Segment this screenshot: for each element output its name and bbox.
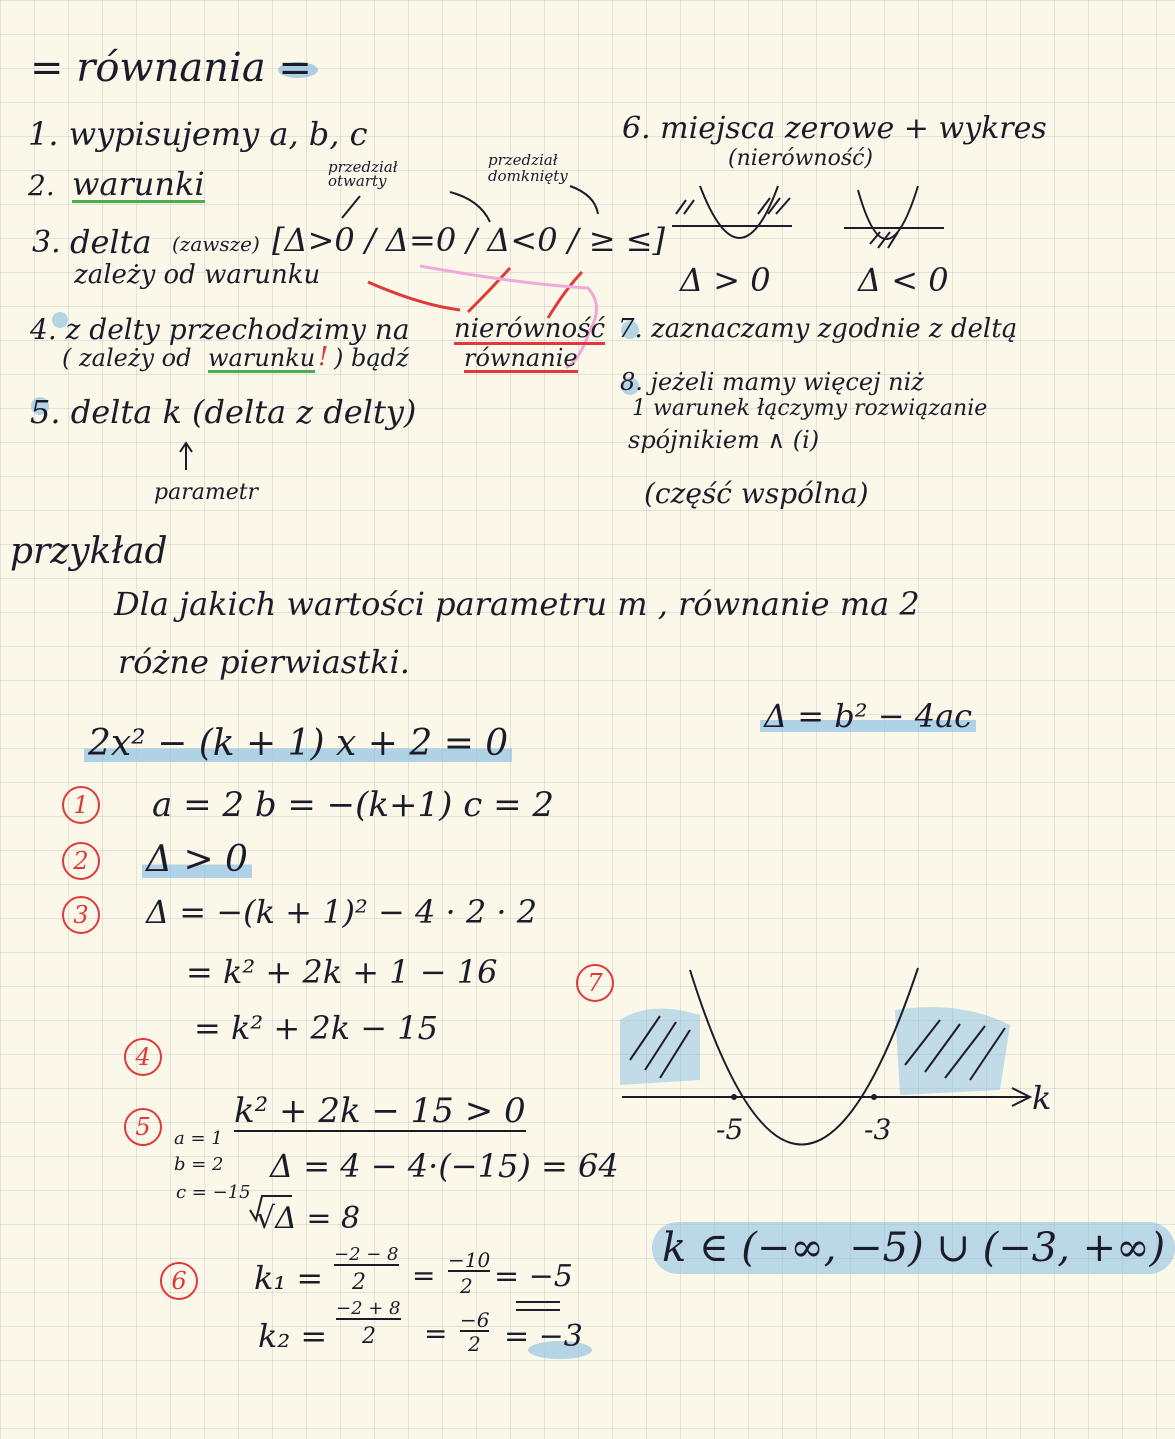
step-8-line2: 1 warunek łączymy rozwiązanie	[632, 396, 988, 421]
step-6-sub: (nierówność)	[728, 146, 874, 171]
k2-equals: =	[424, 1317, 448, 1350]
step-3-word: delta	[70, 223, 152, 261]
step-3-dependency: zależy od warunku	[74, 260, 321, 290]
graph-delta-negative	[844, 186, 944, 248]
page-title: = równania =	[30, 45, 312, 91]
closed-interval-arrow	[570, 186, 598, 214]
step-1: 1. wypisujemy a, b, c	[28, 115, 368, 153]
k-inequality: k² + 2k − 15 > 0	[234, 1091, 526, 1131]
k1-denominator-2: 2	[460, 1274, 473, 1298]
root-minus-3: -3	[864, 1113, 892, 1146]
k2-result: = −3	[504, 1319, 583, 1354]
final-answer: k ∈ (−∞, −5) ∪ (−3, +∞)	[652, 1222, 1175, 1274]
circle-7: 7	[576, 964, 614, 1002]
step-6: 6. miejsca zerowe + wykres	[622, 111, 1047, 146]
graph-delta-positive	[672, 186, 792, 238]
step-5: 5. delta k (delta z delty)	[30, 393, 417, 431]
circle-2: 2	[62, 842, 100, 880]
question-line-2: różne pierwiastki.	[118, 643, 410, 681]
step-3-num: 3.	[32, 225, 61, 260]
example-equation: 2x² − (k + 1) x + 2 = 0	[84, 726, 512, 762]
k1-numerator: −2 − 8	[334, 1244, 399, 1265]
question-line-1: Dla jakich wartości parametru m , równanie ma 2	[114, 585, 920, 623]
delta-step-2: = k² + 2k + 1 − 16	[186, 953, 498, 991]
k1-numerator-2: −10	[448, 1248, 491, 1272]
delta-step-1: Δ = −(k + 1)² − 4 · 2 · 2	[146, 893, 538, 931]
k2-label: k₂ =	[258, 1317, 328, 1355]
circle-4: 4	[124, 1038, 162, 1076]
coef-a: a = 1	[174, 1128, 223, 1149]
k2-numerator-2: −6	[460, 1308, 490, 1332]
k1-label: k₁ =	[254, 1259, 324, 1297]
circle-3: 3	[62, 896, 100, 934]
k2-numerator: −2 + 8	[336, 1298, 401, 1319]
graph-2-label: Δ < 0	[858, 261, 949, 299]
coefficients: a = 2 b = −(k+1) c = 2	[152, 785, 555, 825]
circle-1: 1	[62, 786, 100, 824]
circle-5: 5	[124, 1108, 162, 1146]
open-interval-label: przedział otwarty	[328, 158, 398, 190]
closed-interval-label: przedział domknięty	[488, 151, 568, 185]
step-2-word: warunki	[72, 165, 205, 203]
step-4-line2a: ( zależy od	[62, 344, 192, 372]
circle-6: 6	[160, 1262, 198, 1300]
delta-conditions: [Δ>0 / Δ=0 / Δ<0 / ≥ ≤]	[272, 221, 665, 259]
graph-1-label: Δ > 0	[680, 261, 771, 299]
k2-denominator-2: 2	[468, 1332, 481, 1356]
open-interval-arrow	[342, 196, 360, 218]
k1-result: = −5	[494, 1259, 573, 1294]
sqrt-delta: √Δ = 8	[256, 1201, 361, 1236]
k1-denominator: 2	[352, 1270, 366, 1295]
k1-equals: =	[412, 1259, 436, 1292]
step-4-line2b: ) bądź	[334, 344, 409, 372]
delta-formula: Δ = b² − 4ac	[760, 700, 976, 732]
delta-k: Δ = 4 − 4·(−15) = 64	[270, 1147, 619, 1185]
step-4-line1: 4. z delty przechodzimy na	[30, 313, 410, 346]
step-8-line3: spójnikiem ∧ (i)	[628, 426, 820, 454]
step-4-equation: równanie	[464, 344, 578, 372]
k2-denominator: 2	[362, 1324, 376, 1349]
step-2-num: 2.	[28, 169, 55, 202]
step-8-line4: (część wspólna)	[644, 477, 869, 510]
coef-c: c = −15	[176, 1182, 251, 1203]
open-interval-arrow-2	[450, 192, 490, 222]
step-4-exclamation: !	[318, 342, 329, 372]
red-arrow-left	[368, 282, 460, 310]
step-3-note: (zawsze)	[172, 232, 260, 256]
red-arrow-right	[548, 272, 582, 318]
step-4-warunku: warunku	[208, 344, 316, 372]
example-heading: przykład	[10, 531, 168, 572]
delta-condition: Δ > 0	[142, 842, 252, 878]
step-8-line1: 8. jeżeli mamy więcej niż	[620, 368, 924, 396]
example-graph	[620, 968, 1030, 1145]
step-4-inequality: nierówność	[454, 314, 606, 344]
coef-b: b = 2	[174, 1154, 224, 1175]
step-7: 7. zaznaczamy zgodnie z deltą	[618, 314, 1018, 344]
axis-label-k: k	[1032, 1079, 1052, 1117]
delta-step-3: = k² + 2k − 15	[194, 1009, 438, 1047]
root-minus-5: -5	[716, 1113, 744, 1146]
parametr-label: parametr	[154, 480, 259, 505]
